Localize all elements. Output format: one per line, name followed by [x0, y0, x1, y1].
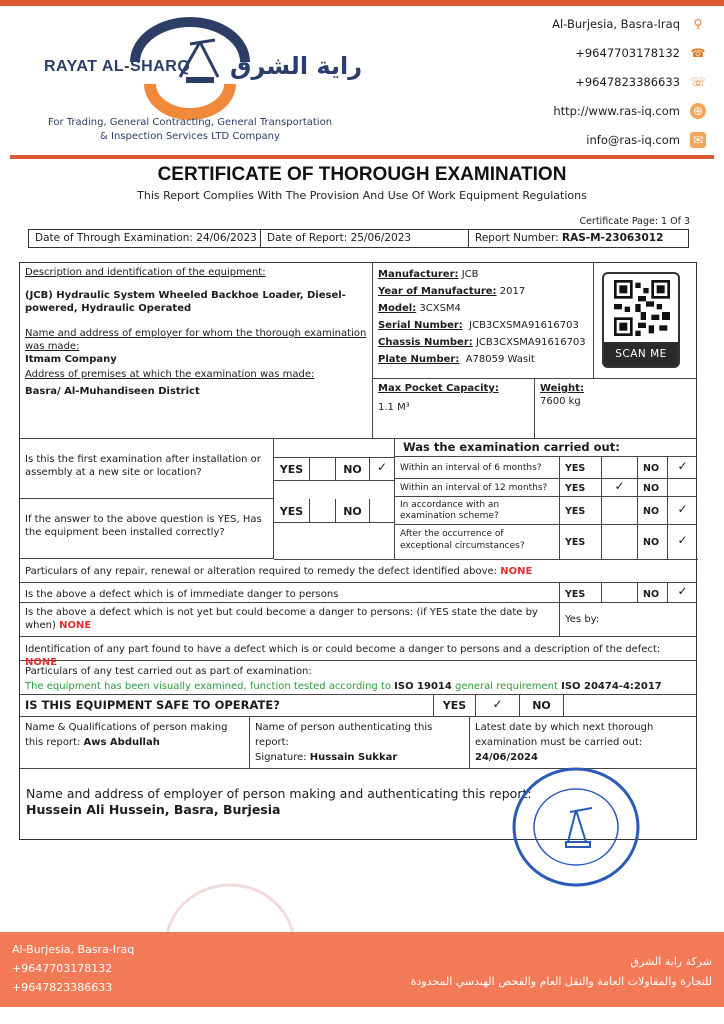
tests-iso-2: ISO 20474-4:2017 — [561, 681, 662, 692]
contact-website-text[interactable]: http://www.ras-iq.com — [553, 104, 680, 118]
date-row — [28, 229, 689, 248]
manufacturer-label: Manufacturer: — [378, 269, 459, 280]
first-exam-no-check[interactable]: ✓ — [376, 460, 388, 474]
report-date: Date of Report: 25/06/2023 — [261, 230, 469, 247]
contact-email[interactable] — [406, 132, 706, 148]
tests-text-a: The equipment has been visually examined, function tested according to — [25, 681, 395, 692]
repair-label: Particulars of any repair, renewal or alteration required to remedy the defect identified above: — [25, 566, 501, 577]
identification-row — [20, 637, 697, 668]
interval-6-no: NO — [638, 457, 668, 479]
footer-arabic-line-2: للتجارة والمقاولات العامة والنقل العام والفحص الهندسي المحدودة — [410, 975, 712, 988]
premises-value: Basra/ Al-Muhandiseen District — [25, 386, 200, 397]
interval-12-no-box[interactable] — [668, 479, 697, 497]
certificate-subtitle: This Report Complies With The Provision And Use Of Work Equipment Regulations — [137, 189, 587, 202]
interval-12-label: Within an interval of 12 months? — [395, 479, 560, 497]
chassis-value: JCB3CXSMA91616703 — [475, 337, 586, 348]
certificate-title: CERTIFICATE OF THOROUGH EXAMINATION — [157, 164, 567, 185]
repair-row — [20, 559, 697, 583]
maker-cell — [20, 717, 250, 769]
tests-iso-1: ISO 19014 — [394, 681, 452, 692]
model-label: Model: — [378, 303, 417, 314]
exceptional-yes-box[interactable] — [602, 525, 638, 559]
immediate-no: NO — [638, 583, 668, 603]
installed-correctly-question: If the answer to the above question is YES, Has the equipment been installed correctly? — [20, 499, 274, 559]
examination-table — [19, 262, 697, 840]
serial-value: JCB3CXSMA91616703 — [469, 320, 579, 331]
footer-arabic — [332, 952, 712, 992]
equipment-description-value: (JCB) Hydraulic System Wheeled Backhoe Loader, Diesel-powered, Hydraulic Operated — [25, 290, 346, 314]
capacity-value: 1.1 M³ — [378, 402, 410, 413]
serial-label: Serial Number: — [378, 320, 463, 331]
capacity-label: Max Pocket Capacity: — [378, 383, 499, 394]
contact-email-text[interactable]: info@ras-iq.com — [586, 133, 680, 147]
tests-text-b: general requirement — [451, 681, 562, 692]
safe-no: NO — [520, 695, 564, 717]
weight-label: Weight: — [540, 383, 584, 394]
report-employer-value: Hussein Ali Hussein, Basra, Burjesia — [26, 802, 281, 817]
scheme-no: NO — [638, 497, 668, 525]
interval-12-yes-check[interactable]: ✓ — [602, 479, 638, 497]
first-exam-yes-box[interactable] — [310, 458, 336, 480]
future-danger-value: NONE — [59, 620, 92, 631]
footer-address: Al-Burjesia, Basra-Iraq — [12, 943, 135, 956]
repair-value: NONE — [500, 566, 533, 577]
installed-no-box[interactable] — [370, 499, 394, 523]
company-stamp — [510, 764, 642, 890]
exam-date: Date of Through Examination: 24/06/2023 — [29, 230, 261, 247]
tests-label: Particulars of any test carried out as part of examination: — [25, 666, 312, 677]
contact-phone-1 — [406, 45, 706, 61]
weight-value: 7600 kg — [540, 396, 581, 407]
phone-icon: ☎ — [690, 46, 706, 60]
maker-name: Aws Abdullah — [83, 737, 160, 748]
manufacturer-cell — [373, 263, 593, 379]
authenticator-name: Hussain Sukkar — [309, 752, 398, 763]
weight-cell — [535, 379, 697, 439]
scan-me-label: SCAN ME — [604, 342, 678, 366]
contact-phone-1-text: +9647703178132 — [575, 46, 680, 60]
first-exam-no: NO — [336, 458, 370, 480]
premises-label: Address of premises at which the examination was made: — [25, 369, 315, 380]
identification-label: Identification of any part found to have a defect which is or could become a danger to persons and a description of the defect: — [25, 644, 661, 655]
interval-12-yes: YES — [560, 479, 602, 497]
top-accent-bar — [0, 0, 724, 6]
scheme-yes: YES — [560, 497, 602, 525]
year-label: Year of Manufacture: — [378, 286, 497, 297]
tests-row — [20, 661, 697, 695]
qr-code-icon — [614, 280, 670, 336]
contact-address — [406, 16, 706, 32]
divider — [274, 480, 394, 481]
safe-yes-check[interactable]: ✓ — [476, 695, 520, 717]
next-exam-label: Latest date by which next thorough examination must be carried out: — [475, 722, 654, 748]
qr-code-badge[interactable] — [602, 272, 680, 368]
footer-bar — [0, 932, 724, 1007]
report-number — [469, 230, 688, 247]
exceptional-label: After the occurrence of exceptional circumstances? — [395, 525, 560, 559]
immediate-no-check[interactable]: ✓ — [668, 583, 697, 603]
footer-phone-1: +9647703178132 — [12, 962, 113, 975]
installed-yes: YES — [274, 499, 310, 523]
scheme-no-check[interactable]: ✓ — [668, 497, 697, 525]
divider — [274, 457, 394, 458]
employer-label: Name and address of employer for whom the thorough examination was made: — [25, 328, 367, 352]
interval-6-yes: YES — [560, 457, 602, 479]
installed-no: NO — [336, 499, 370, 523]
authenticator-cell — [250, 717, 470, 769]
immediate-yes: YES — [560, 583, 602, 603]
certificate-page-number: Certificate Page: 1 Of 3 — [579, 216, 690, 227]
interval-6-label: Within an interval of 6 months? — [395, 457, 560, 479]
footer-phone-2: +9647823386633 — [12, 981, 113, 994]
exceptional-no: NO — [638, 525, 668, 559]
yes-by-label: Yes by: — [565, 614, 600, 625]
contact-website[interactable] — [406, 103, 706, 119]
carried-out-title: Was the examination carried out: — [395, 439, 697, 457]
exceptional-yes: YES — [560, 525, 602, 559]
immediate-yes-box[interactable] — [602, 583, 638, 603]
safe-no-box[interactable] — [564, 695, 697, 717]
brand-subtitle-line-1: For Trading, General Contracting, General Transportation — [47, 117, 333, 128]
future-danger-cell — [20, 603, 560, 637]
capacity-cell — [373, 379, 535, 439]
safe-to-operate-label: IS THIS EQUIPMENT SAFE TO OPERATE? — [20, 695, 434, 717]
immediate-danger-label: Is the above a defect which is of immediate danger to persons — [20, 583, 560, 603]
scheme-label: In accordance with an examination scheme? — [395, 497, 560, 525]
installed-yes-box[interactable] — [310, 499, 336, 523]
identification-value: NONE — [25, 657, 58, 668]
equipment-description-label: Description and identification of the equipment: — [25, 267, 266, 278]
scheme-yes-box[interactable] — [602, 497, 638, 525]
plate-label: Plate Number: — [378, 354, 460, 365]
report-number-label: Report Number: — [475, 232, 563, 244]
equipment-description-cell — [20, 263, 373, 439]
yes-by-cell[interactable] — [560, 603, 697, 637]
exceptional-no-check[interactable]: ✓ — [677, 533, 688, 547]
plate-value: A78059 Wasit — [465, 354, 535, 365]
globe-icon: ⊕ — [690, 103, 706, 119]
location-icon: ⚲ — [693, 17, 703, 31]
footer-arabic-line-1: شركة راية الشرق — [630, 955, 712, 968]
contact-phone-2 — [406, 74, 706, 90]
authenticator-signature-label: Signature: — [255, 752, 310, 763]
manufacturer-value: JCB — [461, 269, 479, 280]
safe-yes: YES — [434, 695, 476, 717]
future-danger-label: Is the above a defect which is not yet but could become a danger to persons: (if YES state the date by when) — [25, 607, 538, 631]
next-exam-cell — [470, 717, 697, 769]
year-value: 2017 — [499, 286, 526, 297]
next-exam-date: 24/06/2024 — [475, 752, 538, 763]
brand-subtitle — [40, 116, 340, 144]
chassis-label: Chassis Number: — [378, 337, 473, 348]
model-value: 3CXSM4 — [419, 303, 461, 314]
header-divider — [10, 155, 714, 159]
report-employer-label: Name and address of employer of person making and authenticating this report: — [26, 786, 532, 801]
brand-name-arabic: راية الشرق — [230, 52, 363, 80]
brand-subtitle-line-2: & Inspection Services LTD Company — [100, 131, 280, 142]
phone-icon: ☏ — [690, 75, 706, 89]
brand-name-english: RAYAT AL-SHARQ — [44, 58, 191, 75]
first-exam-question: Is this the first examination after installation or assembly at a new site or location? — [20, 439, 274, 499]
email-icon: ✉ — [690, 132, 706, 148]
contact-phone-2-text: +9647823386633 — [575, 75, 680, 89]
interval-6-yes-box[interactable] — [602, 457, 638, 479]
interval-6-no-check[interactable]: ✓ — [668, 457, 697, 479]
interval-12-no: NO — [638, 479, 668, 497]
first-exam-yes: YES — [274, 458, 310, 480]
contact-address-text: Al-Burjesia, Basra-Iraq — [552, 17, 680, 31]
employer-value: Itmam Company — [25, 354, 117, 365]
report-number-value: RAS-M-23063012 — [562, 232, 664, 244]
footer-contacts — [12, 940, 134, 997]
authenticator-label: Name of person authenticating this report: — [255, 722, 433, 748]
maker-label: Name & Qualifications of person making this report: — [25, 722, 228, 748]
